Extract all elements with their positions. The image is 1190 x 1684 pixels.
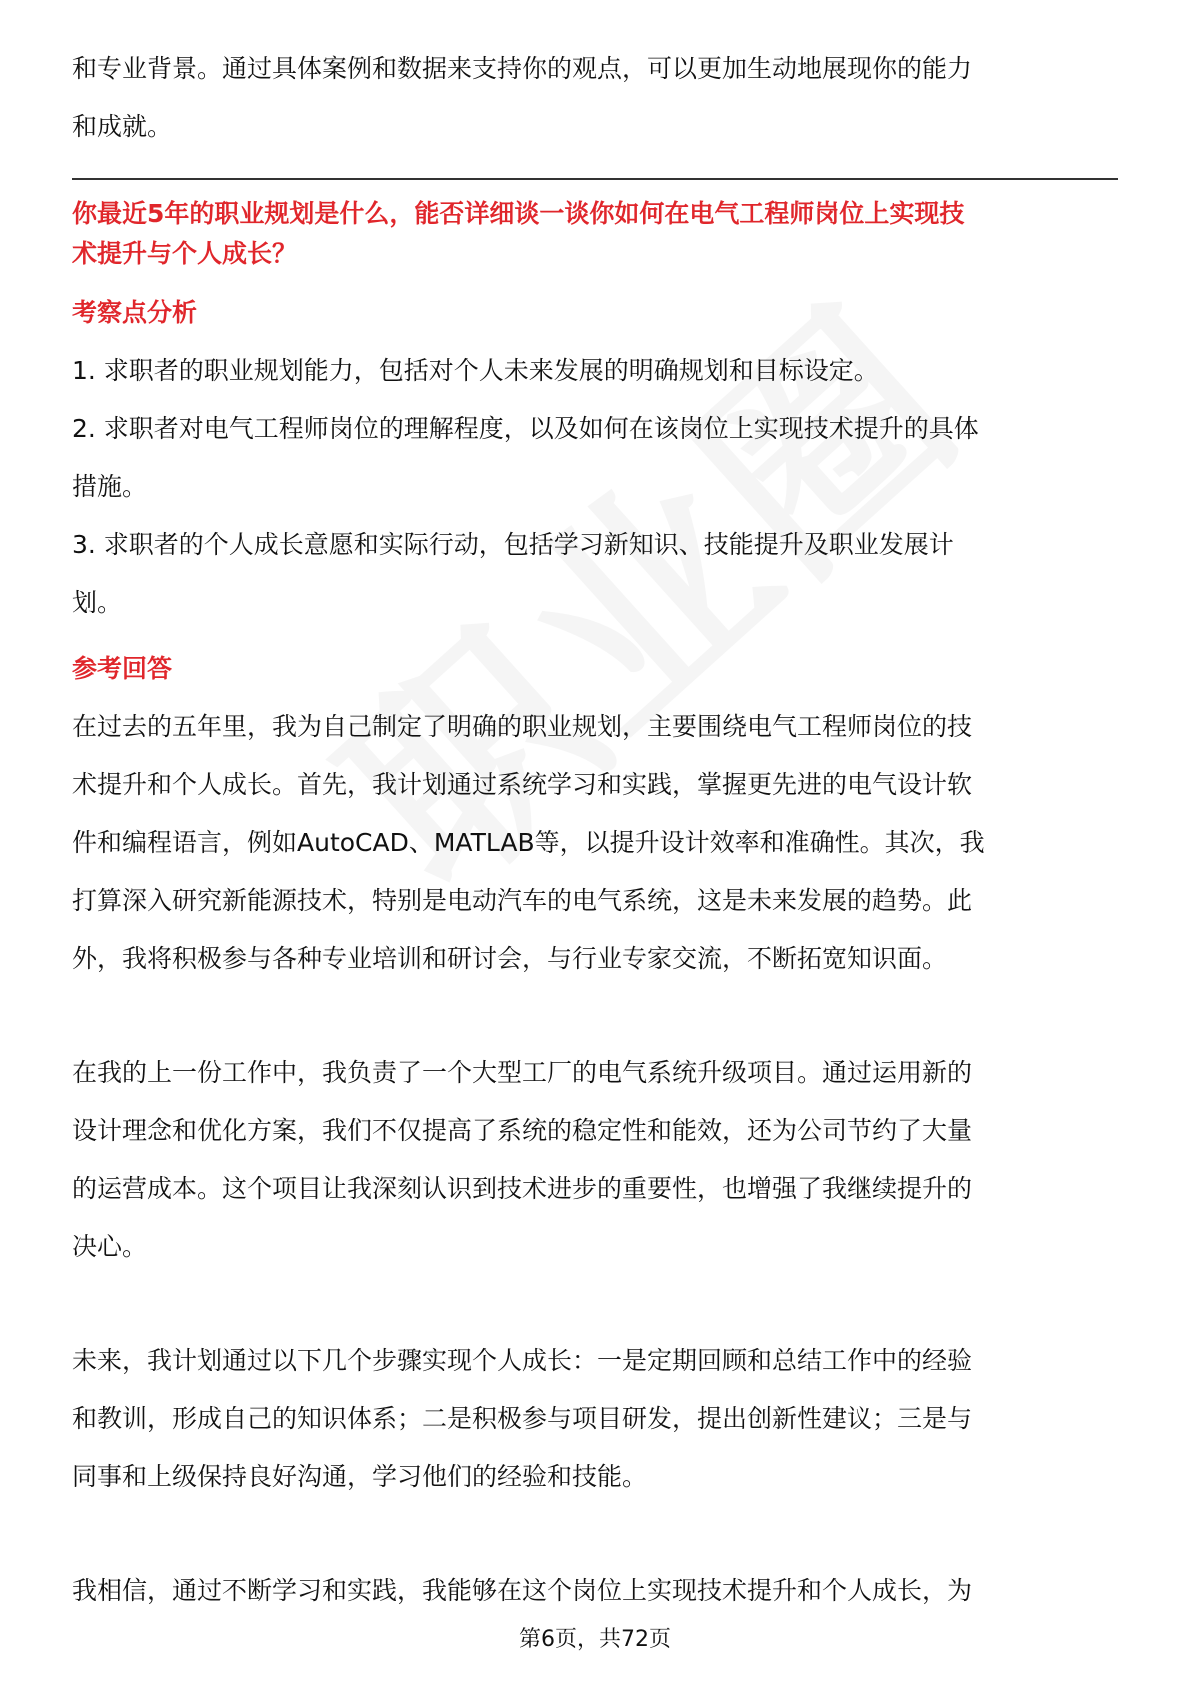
- page-content: [72, 40, 1118, 1620]
- question-line: 术提升与个人成长？: [72, 239, 298, 268]
- answer-paragraph: [72, 1332, 1118, 1506]
- text-line: 外，我将积极参与各种专业培训和研讨会，与行业专家交流，不断拓宽知识面。: [72, 944, 948, 973]
- text-line: 和教训，形成自己的知识体系；二是积极参与项目研发，提出创新性建议；三是与: [72, 1404, 973, 1433]
- text-line: 决心。: [72, 1232, 148, 1261]
- text-line: 措施。: [72, 472, 148, 501]
- text-line: 划。: [72, 588, 123, 617]
- text-line: 术提升和个人成长。首先，我计划通过系统学习和实践，掌握更先进的电气设计软: [72, 770, 973, 799]
- text-line: 的运营成本。这个项目让我深刻认识到技术进步的重要性，也增强了我继续提升的: [72, 1174, 973, 1203]
- analysis-item: [72, 516, 1118, 632]
- answer-paragraph: [72, 698, 1118, 988]
- answer-section: [72, 640, 1118, 1620]
- text-line: 件和编程语言，例如AutoCAD、MATLAB等，以提升设计效率和准确性。其次，我: [72, 828, 985, 857]
- text-line: 我相信，通过不断学习和实践，我能够在这个岗位上实现技术提升和个人成长，为: [72, 1576, 973, 1605]
- text-line: 设计理念和优化方案，我们不仅提高了系统的稳定性和能效，还为公司节约了大量: [72, 1116, 973, 1145]
- text-line: 在我的上一份工作中，我负责了一个大型工厂的电气系统升级项目。通过运用新的: [72, 1058, 973, 1087]
- intro-paragraph: [72, 40, 1118, 156]
- text-line: 3. 求职者的个人成长意愿和实际行动，包括学习新知识、技能提升及职业发展计: [72, 530, 954, 559]
- question-heading: [72, 196, 1118, 272]
- text-line: 同事和上级保持良好沟通，学习他们的经验和技能。: [72, 1462, 648, 1491]
- text-line: 和成就。: [72, 112, 173, 141]
- answer-paragraph: [72, 1562, 1118, 1620]
- analysis-heading: 考察点分析: [72, 298, 198, 327]
- analysis-section: [72, 284, 1118, 632]
- text-line: 未来，我计划通过以下几个步骤实现个人成长：一是定期回顾和总结工作中的经验: [72, 1346, 973, 1375]
- text-line: 在过去的五年里，我为自己制定了明确的职业规划，主要围绕电气工程师岗位的技: [72, 712, 973, 741]
- answer-paragraph: [72, 1044, 1118, 1276]
- section-divider: [72, 178, 1118, 180]
- text-line: 2. 求职者对电气工程师岗位的理解程度，以及如何在该岗位上实现技术提升的具体: [72, 414, 979, 443]
- text-line: 1. 求职者的职业规划能力，包括对个人未来发展的明确规划和目标设定。: [72, 356, 879, 385]
- analysis-item: [72, 342, 1118, 400]
- text-line: 和专业背景。通过具体案例和数据来支持你的观点，可以更加生动地展现你的能力: [72, 54, 973, 83]
- question-line: 你最近5年的职业规划是什么，能否详细谈一谈你如何在电气工程师岗位上实现技: [72, 199, 965, 228]
- text-line: 打算深入研究新能源技术，特别是电动汽车的电气系统，这是未来发展的趋势。此: [72, 886, 973, 915]
- analysis-item: [72, 400, 1118, 516]
- page-number: 第6页，共72页: [519, 1627, 671, 1652]
- answer-heading: 参考回答: [72, 654, 173, 683]
